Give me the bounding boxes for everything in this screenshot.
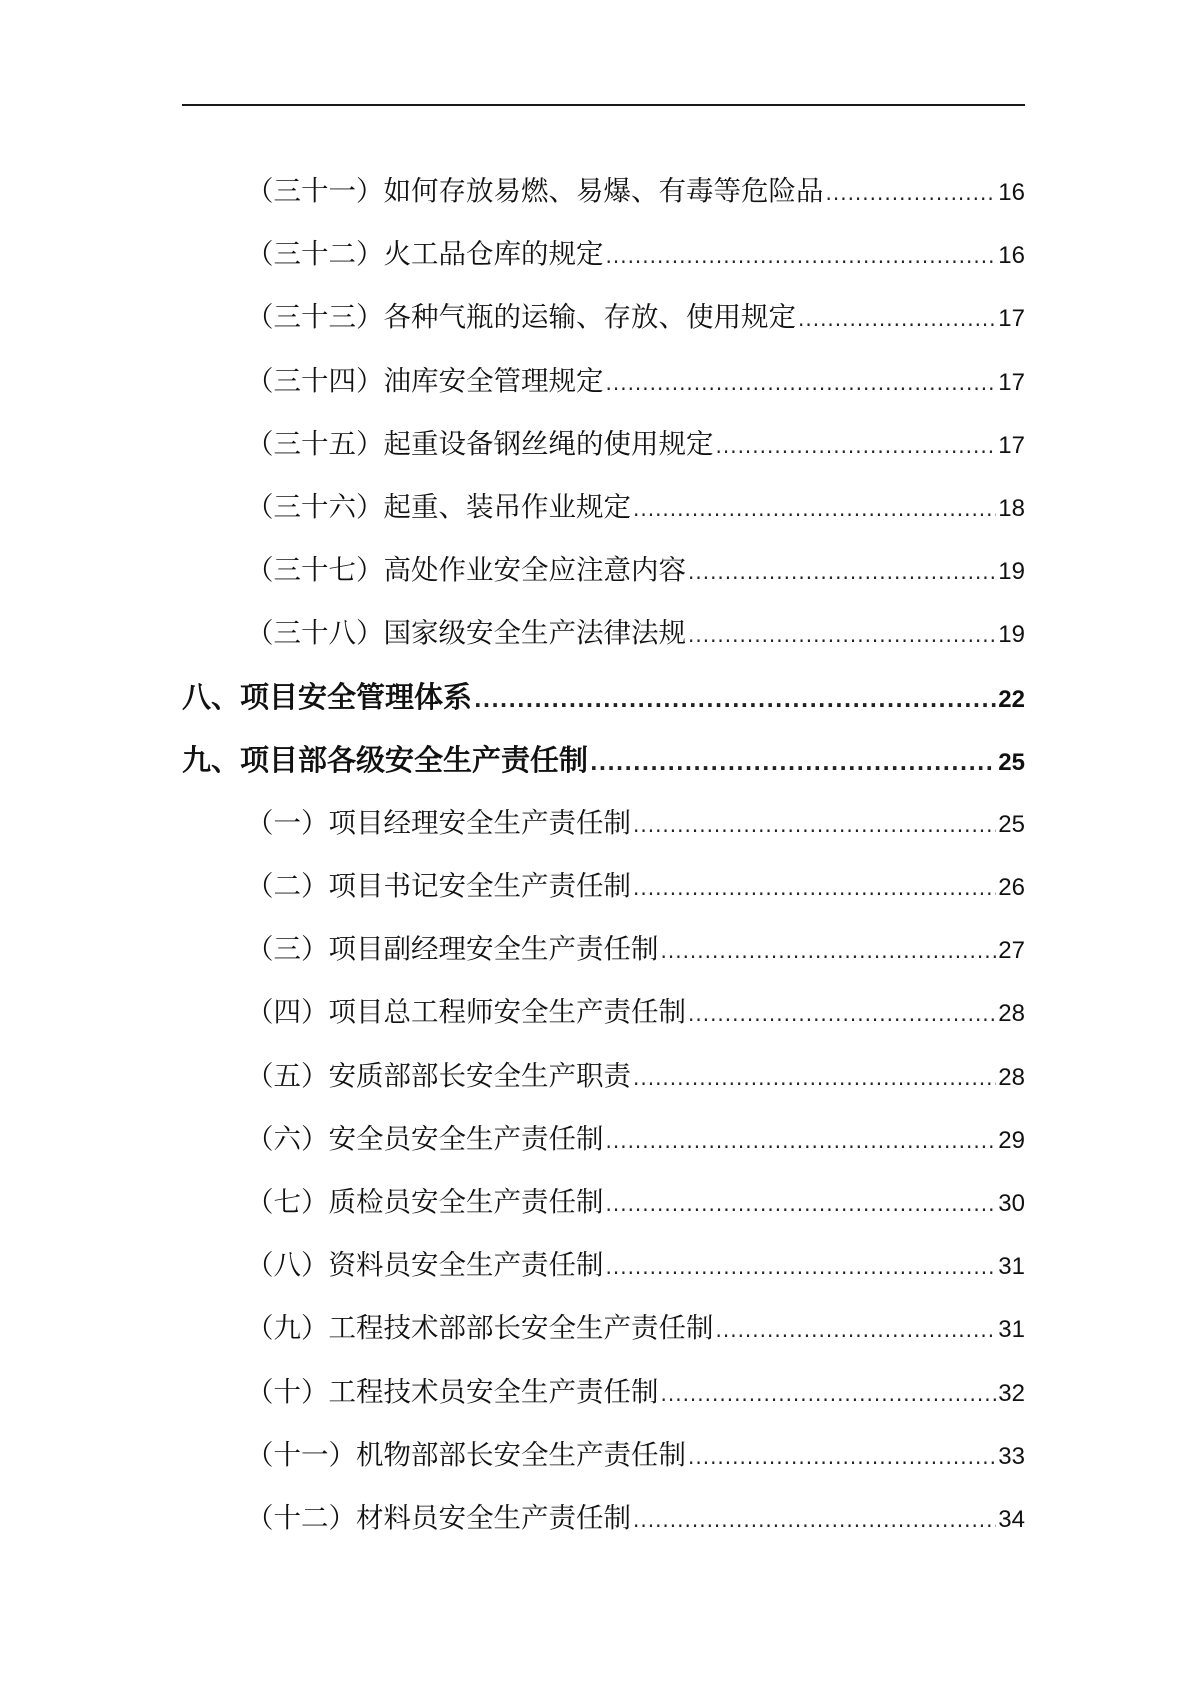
- toc-page-number: 16: [998, 179, 1025, 206]
- header-rule: [182, 104, 1025, 106]
- toc-entry-label: （三十一）如何存放易燃、易爆、有毒等危险品: [246, 175, 824, 207]
- toc-entry-label: （三十二）火工品仓库的规定: [246, 238, 604, 271]
- toc-entry-label: （三十五）起重设备钢丝绳的使用规定: [246, 427, 714, 460]
- toc-entry-12[interactable]: [182, 1487, 1025, 1550]
- dot-leader: [590, 732, 996, 795]
- toc-entry-34[interactable]: [182, 350, 1025, 413]
- toc-section-label: 八、项目安全管理体系: [182, 679, 473, 714]
- toc-page-number: 29: [998, 1126, 1025, 1154]
- toc-entry-35[interactable]: [182, 413, 1025, 476]
- toc-page-number: 33: [998, 1442, 1025, 1470]
- toc-entry-38[interactable]: [182, 602, 1025, 665]
- dot-leader: [633, 1047, 996, 1110]
- dot-leader: [633, 794, 996, 857]
- toc-entry-label: （十二）材料员安全生产责任制: [246, 1501, 631, 1534]
- toc-section-9[interactable]: [182, 729, 1025, 792]
- toc-page-number: 17: [998, 368, 1025, 396]
- toc-entry-1[interactable]: [182, 792, 1025, 855]
- toc-entry-5[interactable]: [182, 1045, 1025, 1108]
- toc-entry-9[interactable]: [182, 1297, 1025, 1360]
- toc-entry-label: （六）安全员安全生产责任制: [246, 1122, 604, 1155]
- toc-page-number: 31: [998, 1316, 1025, 1344]
- toc-page-number: 27: [998, 937, 1025, 965]
- toc-page-number: 30: [998, 1190, 1025, 1217]
- toc-page-number: 26: [998, 874, 1025, 902]
- dot-leader: [661, 1363, 997, 1426]
- toc-page-number: 22: [998, 685, 1025, 713]
- toc-entry-label: （十）工程技术员安全生产责任制: [246, 1375, 659, 1408]
- toc-entry-10[interactable]: [182, 1361, 1025, 1424]
- dot-leader: [688, 983, 996, 1046]
- toc-entry-label: （三十七）高处作业安全应注意内容: [246, 554, 686, 587]
- dot-leader: [716, 1299, 997, 1362]
- toc-entry-33[interactable]: [182, 286, 1025, 349]
- toc-entry-label: （四）项目总工程师安全生产责任制: [246, 996, 686, 1029]
- toc-entry-31[interactable]: [182, 160, 1025, 223]
- toc-page-number: 32: [998, 1379, 1025, 1407]
- table-of-contents: [182, 160, 1025, 1550]
- dot-leader: [688, 1426, 996, 1489]
- toc-page-number: 17: [998, 305, 1025, 333]
- toc-entry-3[interactable]: [182, 918, 1025, 981]
- toc-page-number: 17: [998, 431, 1025, 459]
- toc-entry-32[interactable]: [182, 223, 1025, 286]
- toc-entry-label: （二）项目书记安全生产责任制: [246, 870, 631, 903]
- dot-leader: [633, 1489, 996, 1552]
- toc-entry-label: （八）资料员安全生产责任制: [246, 1249, 604, 1282]
- toc-entry-2[interactable]: [182, 855, 1025, 918]
- dot-leader: [798, 288, 996, 351]
- toc-page-number: 16: [998, 242, 1025, 270]
- toc-page-number: 18: [998, 494, 1025, 522]
- toc-entry-4[interactable]: [182, 981, 1025, 1044]
- toc-entry-label: （三十四）油库安全管理规定: [246, 364, 604, 397]
- toc-page-number: 28: [998, 1000, 1025, 1028]
- dot-leader: [606, 1236, 997, 1299]
- dot-leader: [633, 857, 996, 920]
- toc-entry-label: （三十六）起重、装吊作业规定: [246, 490, 631, 523]
- toc-page-number: 31: [998, 1253, 1025, 1281]
- toc-entry-label: （七）质检员安全生产责任制: [246, 1186, 604, 1218]
- toc-page-number: 25: [998, 748, 1025, 776]
- dot-leader: [716, 415, 997, 478]
- toc-entry-11[interactable]: [182, 1424, 1025, 1487]
- toc-page-number: 25: [998, 810, 1025, 838]
- toc-entry-label: （三十三）各种气瓶的运输、存放、使用规定: [246, 301, 796, 334]
- toc-entry-label: （一）项目经理安全生产责任制: [246, 806, 631, 839]
- toc-page-number: 28: [998, 1063, 1025, 1091]
- toc-section-8[interactable]: [182, 666, 1025, 729]
- dot-leader: [606, 225, 997, 288]
- dot-leader: [606, 1173, 997, 1236]
- toc-page-number: 19: [998, 558, 1025, 586]
- dot-leader: [606, 1110, 997, 1173]
- toc-entry-7[interactable]: [182, 1171, 1025, 1234]
- toc-page-number: 19: [998, 621, 1025, 649]
- toc-entry-label: （十一）机物部部长安全生产责任制: [246, 1438, 686, 1471]
- toc-page-number: 34: [998, 1505, 1025, 1533]
- dot-leader: [826, 162, 997, 225]
- toc-entry-label: （九）工程技术部部长安全生产责任制: [246, 1312, 714, 1345]
- toc-entry-label: （三十八）国家级安全生产法律法规: [246, 617, 686, 650]
- dot-leader: [474, 669, 996, 732]
- toc-entry-label: （三）项目副经理安全生产责任制: [246, 933, 659, 966]
- toc-entry-6[interactable]: [182, 1108, 1025, 1171]
- toc-entry-36[interactable]: [182, 476, 1025, 539]
- dot-leader: [688, 604, 996, 667]
- dot-leader: [688, 541, 996, 604]
- toc-entry-label: （五）安质部部长安全生产职责: [246, 1059, 631, 1092]
- dot-leader: [606, 352, 997, 415]
- dot-leader: [633, 478, 996, 541]
- toc-entry-37[interactable]: [182, 539, 1025, 602]
- dot-leader: [661, 920, 997, 983]
- toc-section-label: 九、项目部各级安全生产责任制: [182, 742, 589, 777]
- toc-entry-8[interactable]: [182, 1234, 1025, 1297]
